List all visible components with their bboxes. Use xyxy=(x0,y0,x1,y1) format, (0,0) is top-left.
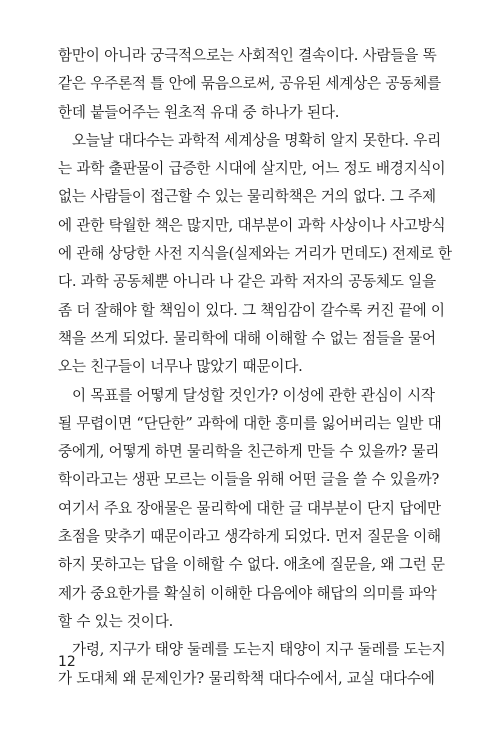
text-line: 가 도대체 왜 문제인가? 물리학책 대다수에서, 교실 대다수에 xyxy=(58,669,435,687)
text-line: 할 수 있는 것이다. xyxy=(58,612,174,630)
text-line: 초점을 맞추기 때문이라고 생각하게 되었다. 먼저 질문을 이해 xyxy=(58,528,441,546)
text-line: 책을 쓰게 되었다. 물리학에 대해 이해할 수 없는 점들을 물어 xyxy=(58,329,436,347)
text-line: 제가 중요한가를 확실히 이해한 다음에야 해답의 의미를 파악 xyxy=(58,584,437,602)
text-line: 에 관한 탁월한 책은 많지만, 대부분이 과학 사상이나 사고방식 xyxy=(58,216,446,234)
body-text xyxy=(58,42,452,693)
text-line: 가령, 지구가 태양 둘레를 도는지 태양이 지구 둘레를 도는지 xyxy=(72,641,446,659)
text-line: 다. 과학 공동체뿐 아니라 나 같은 과학 저자의 공동체도 일을 xyxy=(58,273,436,291)
text-line: 하지 못하고는 답을 이해할 수 없다. 애초에 질문을, 왜 그런 문 xyxy=(58,556,445,574)
text-line: 에 관해 상당한 사전 지식을(실제와는 거리가 먼데도) 전제로 한 xyxy=(58,245,452,263)
text-line: 될 무렵이면 “단단한” 과학에 대한 흥미를 잃어버리는 일반 대 xyxy=(58,414,442,432)
text-line: 좀 더 잘해야 할 책임이 있다. 그 책임감이 갈수록 커진 끝에 이 xyxy=(58,301,445,319)
text-line: 이 목표를 어떻게 달성할 것인가? 이성에 관한 관심이 시작 xyxy=(72,386,435,404)
text-line: 는 과학 출판물이 급증한 시대에 살지만, 어느 정도 배경지식이 xyxy=(58,160,446,178)
text-line: 함만이 아니라 궁극적으로는 사회적인 결속이다. 사람들을 똑 xyxy=(58,47,437,64)
text-line: 오늘날 대다수는 과학적 세계상을 명확히 알지 못한다. 우리 xyxy=(72,131,442,149)
text-line: 한데 붙들어주는 원초적 유대 중 하나가 된다. xyxy=(58,103,340,121)
text-line: 없는 사람들이 접근할 수 있는 물리학책은 거의 없다. 그 주제 xyxy=(58,188,436,206)
text-line: 학이라고는 생판 모르는 이들을 위해 어떤 글을 쓸 수 있을까? xyxy=(58,471,440,489)
page-number: 12 xyxy=(58,654,76,670)
text-line: 여기서 주요 장애물은 물리학에 대한 글 대부분이 단지 답에만 xyxy=(58,499,441,517)
text-line: 중에게, 어떻게 하면 물리학을 친근하게 만들 수 있을까? 물리 xyxy=(58,443,440,461)
text-line: 오는 친구들이 너무나 많았기 때문이다. xyxy=(58,358,303,376)
text-line: 같은 우주론적 틀 안에 묶음으로써, 공유된 세계상은 공동체를 xyxy=(58,75,441,93)
